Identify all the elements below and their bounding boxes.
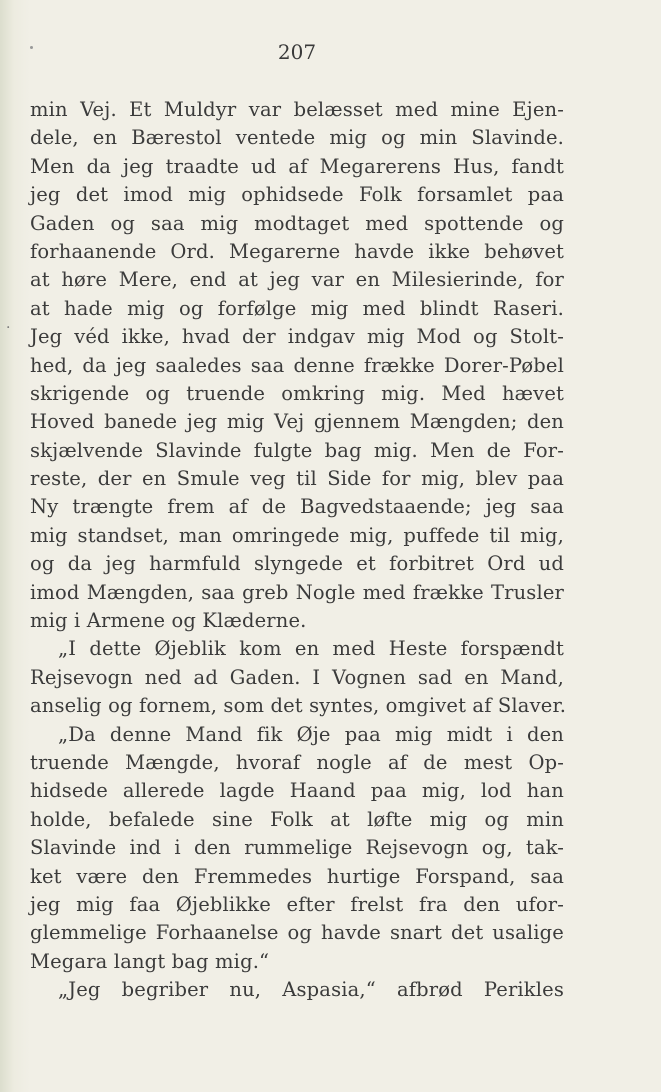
body-text	[30, 96, 567, 1005]
text-line: at høre Mere, end at jeg var en Milesierinde, for	[30, 268, 564, 292]
text-line: holde, befalede sine Folk at løfte mig og min	[30, 807, 564, 831]
text-line: Gaden og saa mig modtaget med spottende og	[30, 211, 564, 235]
text-line: mig i Armene og Klæderne.	[30, 609, 307, 633]
text-line: min Vej. Et Muldyr var belæsset med mine Ejen-	[30, 98, 564, 121]
text-line: Rejsevogn ned ad Gaden. I Vognen sad en Mand,	[30, 665, 564, 689]
text-line: Slavinde ind i den rummelige Rejsevogn og, tak-	[30, 836, 564, 860]
text-line: jeg det imod mig ophidsede Folk forsamlet paa	[30, 183, 564, 207]
text-line: hidsede allerede lagde Haand paa mig, lod han	[30, 779, 564, 803]
text-line: at hade mig og forfølge mig med blindt Raseri.	[30, 296, 564, 320]
text-line: truende Mængde, hvoraf nogle af de mest Op-	[30, 750, 564, 774]
text-line: „Jeg begriber nu, Aspasia,“ afbrød Perikles	[58, 978, 564, 1002]
text-line: reste, der en Smule veg til Side for mig, blev paa	[30, 467, 564, 491]
text-line: glemmelige Forhaanelse og havde snart det usalige	[30, 921, 564, 945]
text-line: dele, en Bærestol ventede mig og min Slavinde.	[30, 126, 564, 150]
text-line: skrigende og truende omkring mig. Med hævet	[30, 381, 564, 405]
text-line: anselig og fornem, som det syntes, omgivet af Slaver.	[30, 694, 567, 718]
text-line: „I dette Øjeblik kom en med Heste forspændt	[58, 637, 564, 661]
text-line: Jeg véd ikke, hvad der indgav mig Mod og Stolt-	[30, 325, 564, 349]
text-line: og da jeg harmfuld slyngede et forbitret Ord ud	[30, 552, 564, 576]
text-line: hed, da jeg saaledes saa denne frække Dorer-Pøbel	[30, 353, 564, 377]
text-line: Men da jeg traadte ud af Megarerens Hus, fandt	[30, 154, 564, 178]
text-line: Megara langt bag mig.“	[30, 949, 270, 973]
page-number: 207	[277, 40, 317, 64]
text-line: skjælvende Slavinde fulgte bag mig. Men de For-	[30, 438, 564, 462]
margin-mark: ·	[6, 320, 11, 336]
text-line: ket være den Fremmedes hurtige Forspand, saa	[30, 864, 564, 888]
text-line: forhaanende Ord. Megarerne havde ikke behøvet	[30, 239, 564, 263]
text-line: Hoved banede jeg mig Vej gjennem Mængden; den	[30, 410, 564, 434]
text-line: imod Mængden, saa greb Nogle med frække Trusler	[30, 580, 564, 604]
text-line: „Da denne Mand fik Øje paa mig midt i den	[58, 722, 564, 746]
text-line: mig standset, man omringede mig, puffede til mig,	[30, 523, 564, 547]
text-line: jeg mig faa Øjeblikke efter frelst fra den ufor-	[30, 892, 564, 916]
text-line: Ny trængte frem af de Bagvedstaaende; jeg saa	[30, 495, 564, 519]
